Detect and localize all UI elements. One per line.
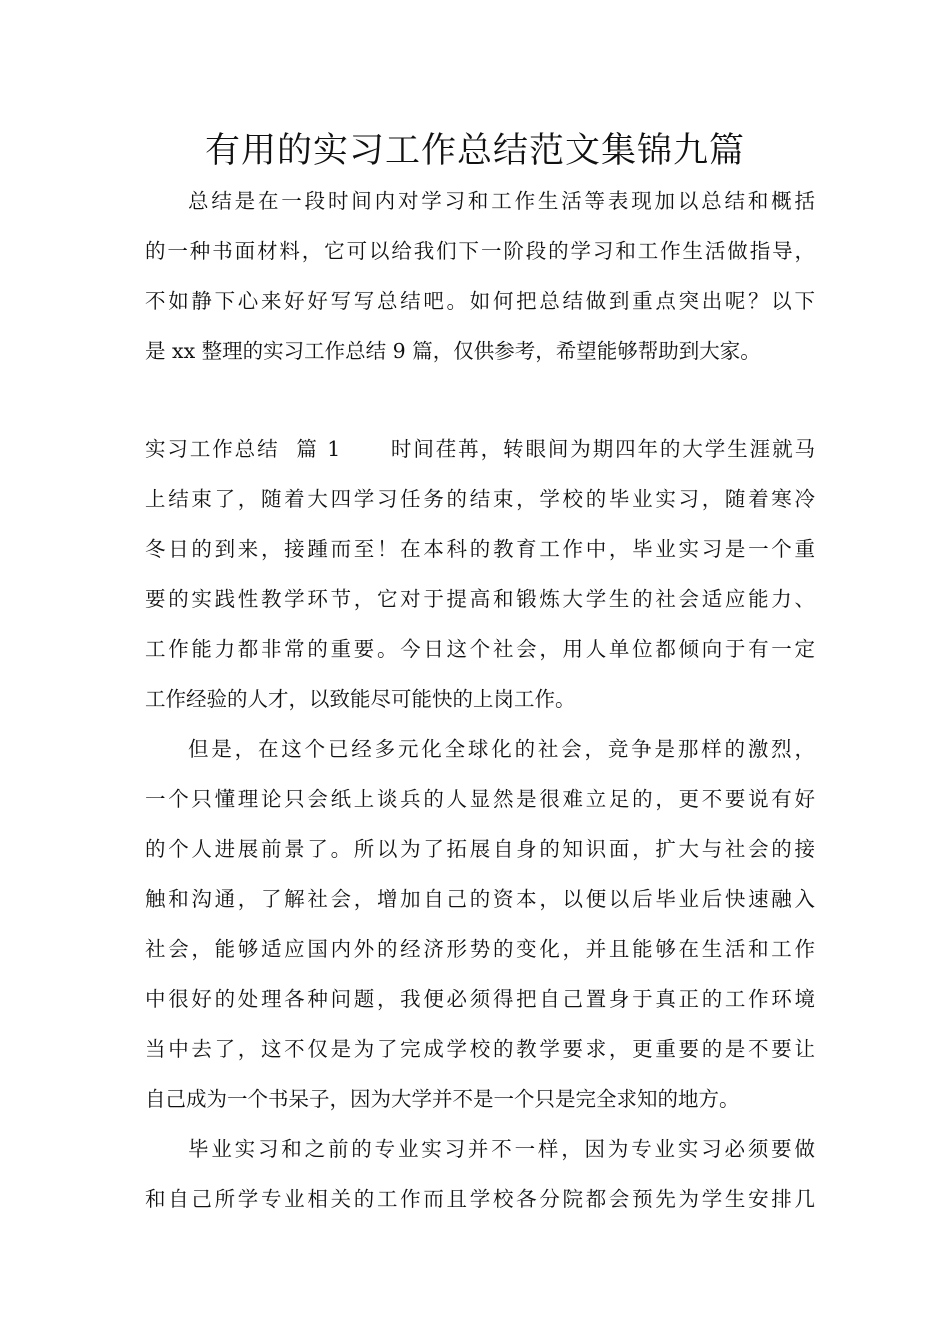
- document-title: 有用的实习工作总结范文集锦九篇: [204, 131, 745, 171]
- body-line: 的个人进展前景了。所以为了拓展自身的知识面，扩大与社会的接: [145, 837, 815, 861]
- body-line: 但是，在这个已经多元化全球化的社会，竞争是那样的激烈，: [188, 737, 815, 761]
- body-line: 冬日的到来，接踵而至！在本科的教育工作中，毕业实习是一个重: [145, 537, 815, 561]
- body-line: 当中去了，这不仅是为了完成学校的教学要求，更重要的是不要让: [145, 1037, 815, 1061]
- body-line: 自己成为一个书呆子，因为大学并不是一个只是完全求知的地方。: [145, 1087, 740, 1111]
- body-line: 工作经验的人才，以致能尽可能快的上岗工作。: [145, 687, 576, 711]
- body-line: 社会，能够适应国内外的经济形势的变化，并且能够在生活和工作: [145, 937, 815, 961]
- body-line: 上结束了，随着大四学习任务的结束，学校的毕业实习，随着寒冷: [145, 487, 815, 511]
- body-line: 总结是在一段时间内对学习和工作生活等表现加以总结和概括: [188, 189, 815, 213]
- body-line: 要的实践性教学环节，它对于提高和锻炼大学生的社会适应能力、: [145, 587, 815, 611]
- body-line: 工作能力都非常的重要。今日这个社会，用人单位都倾向于有一定: [145, 637, 815, 661]
- body-line: 的一种书面材料，它可以给我们下一阶段的学习和工作生活做指导，: [145, 239, 815, 263]
- body-line: 和自己所学专业相关的工作而且学校各分院都会预先为学生安排几: [145, 1187, 815, 1211]
- body-line: 中很好的处理各种问题，我便必须得把自己置身于真正的工作环境: [145, 987, 815, 1011]
- body-line: 一个只懂理论只会纸上谈兵的人显然是很难立足的，更不要说有好: [145, 787, 815, 811]
- body-line: 触和沟通，了解社会，增加自己的资本，以便以后毕业后快速融入: [145, 887, 815, 911]
- body-line: 不如静下心来好好写写总结吧。如何把总结做到重点突出呢？以下: [145, 289, 815, 313]
- body-line: 是 xx 整理的实习工作总结 9 篇，仅供参考，希望能够帮助到大家。: [145, 339, 761, 363]
- body-line: 毕业实习和之前的专业实习并不一样，因为专业实习必须要做: [188, 1137, 815, 1161]
- section-heading-line: 实习工作总结 篇 1 时间荏苒，转眼间为期四年的大学生涯就马: [145, 437, 815, 461]
